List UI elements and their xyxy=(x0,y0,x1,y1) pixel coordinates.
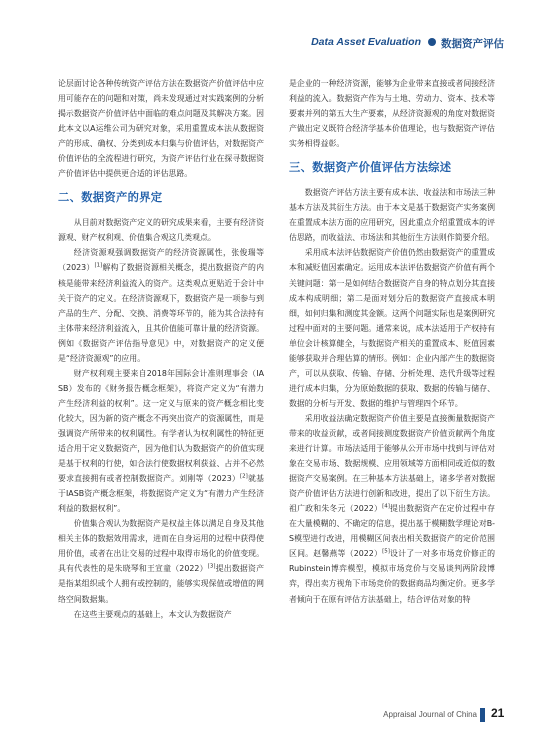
left-column xyxy=(58,76,264,622)
paragraph: 采用成本法评估数据资产价值仍然由数据资产的重置成本和减贬值因素确定。运用成本法评估数据资产价值有两个关键问题：第一是如何结合数据资产自身的特点划分其直接成本构成明细；第二是面对划分后的数据资产直接成本明细，如何归集和测度其金额。这两个问题实际也是案例研究过程中面对的主要问题。通常来说，成本法适用于产权持有单位会计核算健全，与数据资产相关的重置成本、贬值因素能够获取并合理估算的情形。例如：企业内部产生的数据资产，可以从获取、传输、存储、分析处理、迭代升级等过程进行成本归集，分为原始数据的获取、数据的传输与储存、数据的分析与开发、数据的维护与管理四个环节。 xyxy=(289,248,495,408)
running-footer xyxy=(0,706,554,726)
paragraph: 论层面讨论各种传统资产评估方法在数据资产价值评估中应用可能存在的问题和对策，尚未发现通过对实践案例的分析揭示数据资产价值评估中面临的难点问题及其解决方案。因此本文以A运维公司为研究对象，采用重置成本法从数据资产的形成、确权、分类到成本归集与价值评估，对数据资产价值评估的全流程进行研究，为资产评估行业在探寻数据资产价值评估中提供更合适的评估思路。 xyxy=(58,79,264,179)
paragraph-text: 财产权利观主要来自2018年国际会计准则理事会（IASB）发布的《财务报告概念框架》，将资产定义为“有潜力产生经济利益的权利”。这一定义与原来的资产概念相比变化较大，因为新的资产概念不再突出资产的资源属性，而是强调资产所带来的权利属性。有学者认为权利属性的特征更适合用于定义数据资产，因为他们认为数据资产的价值实现是基于权利的行使，如合法行使数据权利获益、占并不必然要求直接拥有或者控制数据资产。刘刚等（2023） xyxy=(58,368,264,484)
paragraph xyxy=(58,516,264,606)
header-journal-title: Data Asset Evaluation xyxy=(311,36,421,48)
footer-bar-icon xyxy=(480,708,485,722)
page-number: 21 xyxy=(491,706,505,720)
paragraph-text: 提出数据资产在定价过程中存在大量模糊的、不确定的信息，提出基于模糊数学理论对B-S模型进行改进，用模糊区间表出相关数据资产的定价范围区间。赵馨燕等（2022） xyxy=(289,504,495,559)
paragraph: 是企业的一种经济资源，能够为企业带来直接或者间接经济利益的流入。数据资产作为与土地、劳动力、资本、技术等要素并列的第五大生产要素，从经济资源观的角度对数据资产做出定义既符合经济学基本价值理论，也与数据资产评估实务相得益彰。 xyxy=(289,79,495,149)
paragraph xyxy=(58,366,264,516)
paragraph-text: 设计了一对多市场竞价修正的Rubinstein博弈模型，模拟市场竞价与交易谈判两阶段博弈，得出卖方视角下市场竞价的数据商品均衡定价。更多学者倾向于在原有评估方法基础上，结合评估对象的特 xyxy=(289,549,495,604)
paragraph-text: 就基于IASB资产概念框架，将数据资产定义为“有潜力产生经济利益的数据权利”。 xyxy=(58,474,264,514)
paragraph: 从目前对数据资产定义的研究成果来看，主要有经济资源观、财产权利观、价值集合观这几类观点。 xyxy=(58,218,264,243)
citation-ref: [3] xyxy=(207,563,216,570)
paragraph: 在这些主要观点的基础上，本文认为数据资产 xyxy=(73,609,232,619)
paragraph-text: 采用收益法确定数据资产价值主要是直接衡量数据资产带来的收益贡献，或者间接测度数据资产价值贡献两个角度来进行计算。市场法适用于能够从公开市场中找到与评估对象在交易市场、数据规模、应用领域等方面相同或近似的数据资产交易案例。在三种基本方法基础上，诸多学者对数据资产价值评估方法进行创新和改进，提出了以下衍生方法。祖广政和朱冬元（2022） xyxy=(289,413,495,514)
paragraph-text: 解构了数据资源相关概念，提出数据资产的内核是能带来经济利益流入的资产。这类观点更贴近于会计中关于资产的定义。在经济资源观下，数据资产是一项参与到产品的生产、分配、交换、消费等环节的，能为其合法持有主体带来经济利益流入，且其价值能可靠计量的经济资源。例如《数据资产评估指导意见》中，对数据资产的定义便是“经济资源观”的应用。 xyxy=(58,263,264,363)
header-bullet-icon xyxy=(428,38,436,46)
header-section-title: 数据资产评估 xyxy=(441,38,504,50)
citation-ref: [4] xyxy=(382,503,390,510)
citation-ref: [2] xyxy=(240,473,248,480)
footer-journal-title: Appraisal Journal of China xyxy=(383,710,477,719)
citation-ref: [5] xyxy=(382,548,390,555)
paragraph: 数据资产评估方法主要有成本法、收益法和市场法三种基本方法及其衍生方法。由于本文是基于数据资产实务案例在重置成本法方面的应用研究，因此重点介绍重置成本的评估思路，而收益法、市场法和其他衍生方法则作简要介绍。 xyxy=(289,188,495,243)
paragraph xyxy=(289,411,495,607)
section-heading: 三、数据资产价值评估方法综述 xyxy=(289,161,452,175)
paragraph xyxy=(58,245,264,365)
paragraph-text: 经济资源观强调数据资产的经济资源属性，张俊瑞等（2023） xyxy=(58,248,264,273)
citation-ref: [1] xyxy=(94,262,103,269)
right-column xyxy=(289,76,495,607)
running-header xyxy=(0,0,554,66)
section-heading: 二、数据资产的界定 xyxy=(58,191,163,205)
paragraph-text: 提出数据资产是指某组织或个人拥有或控制的，能够实现保值或增值的网络空间数据集。 xyxy=(58,564,264,604)
paragraph-text: 价值集合观认为数据资产是权益主体以满足自身及其他相关主体的数据效用需求，进而在自身运用的过程中获得使用价值，或者在出让交易的过程中取得市场化的价值变现。具有代表性的是朱晓琴和王宣童（2022） xyxy=(58,519,264,574)
